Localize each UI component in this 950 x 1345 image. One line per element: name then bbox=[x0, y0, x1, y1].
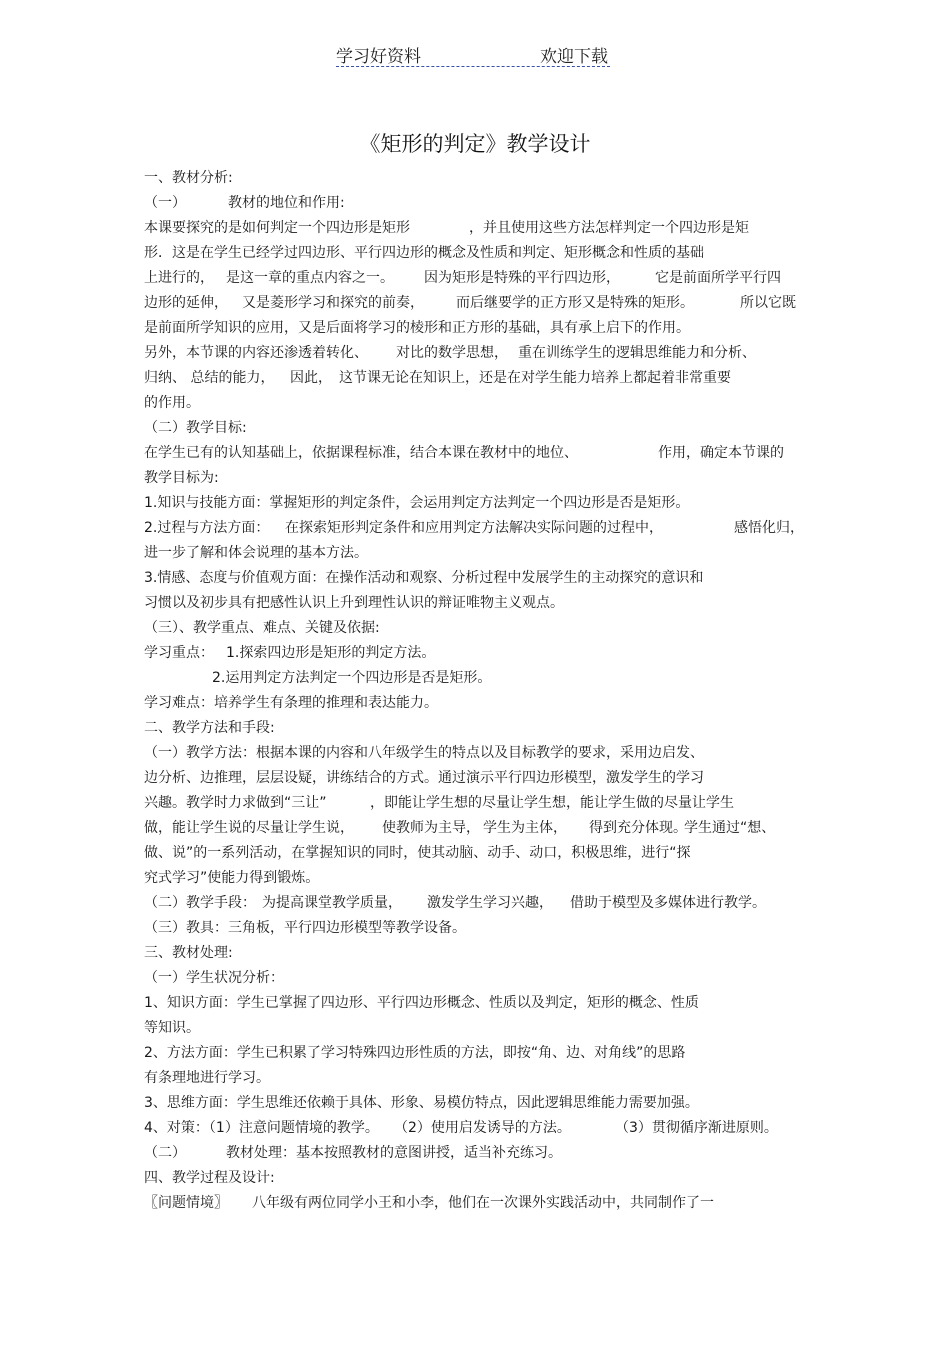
text-segment: 借助于模型及多媒体进行教学。 bbox=[570, 895, 766, 911]
text-segment: 是前面所学知识的应用，又是后面将学习的棱形和正方形的基础，具有承上启下的作用。 bbox=[144, 320, 690, 336]
text-segment: 学生通过“想、 bbox=[684, 820, 776, 836]
text-line bbox=[144, 616, 814, 641]
text-line bbox=[144, 641, 814, 666]
text-segment: 八年级有两位同学小王和小李，他们在一次课外实践活动中，共同制作了一 bbox=[252, 1195, 714, 1211]
text-segment: 1、知识方面：学生已掌握了四边形、平行四边形概念、性质以及判定，矩形的概念、性质 bbox=[144, 995, 699, 1011]
text-segment: 1.探索四边形是矩形的判定方法。 bbox=[226, 645, 436, 661]
text-line bbox=[144, 166, 814, 191]
text-segment: 的作用。 bbox=[144, 395, 200, 411]
text-segment: （二）教学目标: bbox=[144, 420, 247, 436]
text-segment: 兴趣。教学时力求做到“三让” bbox=[144, 795, 327, 811]
text-line bbox=[144, 366, 814, 391]
text-segment: 所以它既 bbox=[740, 295, 796, 311]
text-line bbox=[144, 316, 814, 341]
text-segment: 4、对策：（1）注意问题情境的教学。 bbox=[144, 1120, 379, 1136]
text-segment: 学习重点： bbox=[144, 645, 214, 661]
text-segment: 习惯以及初步具有把感性认识上升到理性认识的辩证唯物主义观点。 bbox=[144, 595, 564, 611]
text-segment: 在探索矩形判定条件和应用判定方法解决实际问题的过程中， bbox=[285, 520, 663, 536]
text-line bbox=[144, 991, 814, 1016]
page-header bbox=[336, 40, 610, 67]
text-segment: 是这一章的重点内容之一。 bbox=[226, 270, 394, 286]
text-segment: 另外，本节课的内容还渗透着转化、 bbox=[144, 345, 368, 361]
text-segment: 因为矩形是特殊的平行四边形， bbox=[424, 270, 620, 286]
text-line bbox=[144, 691, 814, 716]
text-segment: 归纳、 总结的能力， bbox=[144, 370, 275, 386]
text-line bbox=[144, 1116, 814, 1141]
text-segment: 本课要探究的是如何判定一个四边形是矩形 bbox=[144, 220, 410, 236]
text-segment: 因此， bbox=[290, 370, 332, 386]
text-line bbox=[144, 291, 814, 316]
text-segment: 感悟化归， bbox=[734, 520, 804, 536]
text-segment: 2.过程与方法方面： bbox=[144, 520, 270, 536]
text-line bbox=[144, 741, 814, 766]
text-segment: 边分析、边推理，层层设疑，讲练结合的方式。通过演示平行四边形模型，激发学生的学习 bbox=[144, 770, 704, 786]
text-line bbox=[144, 1091, 814, 1116]
text-line bbox=[144, 791, 814, 816]
text-segment: 进一步了解和体会说理的基本方法。 bbox=[144, 545, 368, 561]
text-line bbox=[144, 541, 814, 566]
text-segment: （三）教具：三角板，平行四边形模型等教学设备。 bbox=[144, 920, 466, 936]
text-line bbox=[144, 866, 814, 891]
text-segment: 在学生已有的认知基础上，依据课程标准，结合本课在教材中的地位、 bbox=[144, 445, 578, 461]
text-line bbox=[144, 1041, 814, 1066]
text-line bbox=[144, 216, 814, 241]
document-body bbox=[144, 166, 814, 1216]
text-line bbox=[144, 416, 814, 441]
text-segment: 3.情感、态度与价值观方面：在操作活动和观察、分析过程中发展学生的主动探究的意识和 bbox=[144, 570, 704, 586]
text-segment: ，并且使用这些方法怎样判定一个四边形是矩 bbox=[469, 220, 749, 236]
text-line bbox=[144, 941, 814, 966]
text-segment: （一） bbox=[144, 195, 186, 211]
text-line bbox=[144, 1066, 814, 1091]
text-line bbox=[144, 491, 814, 516]
text-segment: （二） bbox=[144, 1145, 186, 1161]
text-segment: 2.运用判定方法判定一个四边形是否是矩形。 bbox=[212, 670, 492, 686]
header-left-text: 学习好资料 bbox=[336, 47, 421, 67]
text-segment: （一）教学方法：根据本课的内容和八年级学生的特点以及目标教学的要求，采用边启发、 bbox=[144, 745, 704, 761]
text-segment: 〖问题情境〗 bbox=[144, 1195, 228, 1211]
text-segment: 一、教材分析: bbox=[144, 170, 233, 186]
text-line bbox=[144, 1166, 814, 1191]
text-segment: 教材的地位和作用: bbox=[228, 195, 345, 211]
text-line bbox=[144, 566, 814, 591]
text-line bbox=[144, 966, 814, 991]
text-segment: 等知识。 bbox=[144, 1020, 200, 1036]
text-segment: 学生为主体， bbox=[483, 820, 567, 836]
text-line bbox=[144, 466, 814, 491]
text-segment: 而后继要学的正方形又是特殊的矩形。 bbox=[456, 295, 694, 311]
text-segment: （3）贯彻循序渐进原则。 bbox=[615, 1120, 778, 1136]
text-line bbox=[144, 341, 814, 366]
text-segment: （三）、教学重点、难点、关键及依据: bbox=[144, 620, 380, 636]
text-line bbox=[144, 841, 814, 866]
text-segment: 上进行的， bbox=[144, 270, 214, 286]
header-right-text: 欢迎下载 bbox=[540, 47, 608, 67]
text-line bbox=[144, 716, 814, 741]
text-segment: （2）使用启发诱导的方法。 bbox=[394, 1120, 571, 1136]
text-segment: 教材处理：基本按照教材的意图讲授，适当补充练习。 bbox=[226, 1145, 562, 1161]
text-segment: 2、方法方面：学生已积累了学习特殊四边形性质的方法，即按“角、边、对角线”的思路 bbox=[144, 1045, 686, 1061]
text-line bbox=[144, 591, 814, 616]
text-line bbox=[144, 441, 814, 466]
text-segment: 又是菱形学习和探究的前奏， bbox=[242, 295, 424, 311]
text-segment: 它是前面所学平行四 bbox=[655, 270, 781, 286]
text-segment: 对比的数学思想， bbox=[396, 345, 508, 361]
text-segment: 有条理地进行学习。 bbox=[144, 1070, 270, 1086]
text-segment: 究式学习”使能力得到锻炼。 bbox=[144, 870, 320, 886]
text-segment: 得到充分体现。 bbox=[589, 820, 687, 836]
text-line bbox=[144, 391, 814, 416]
text-line bbox=[144, 916, 814, 941]
text-line bbox=[144, 516, 814, 541]
text-segment: 三、教材处理: bbox=[144, 945, 233, 961]
text-segment: 做，能让学生说的尽量让学生说， bbox=[144, 820, 354, 836]
text-segment: 做、说”的一系列活动，在掌握知识的同时，使其动脑、动手、动口，积极思维，进行“探 bbox=[144, 845, 691, 861]
document-title: 《矩形的判定》教学设计 bbox=[359, 132, 591, 156]
text-line bbox=[144, 666, 814, 691]
text-line bbox=[144, 1191, 814, 1216]
text-line bbox=[144, 766, 814, 791]
text-segment: 这节课无论在知识上，还是在对学生能力培养上都起着非常重要 bbox=[339, 370, 731, 386]
text-segment: 作用，确定本节课的 bbox=[658, 445, 784, 461]
text-segment: （二）教学手段： bbox=[144, 895, 256, 911]
text-segment: 边形的延伸， bbox=[144, 295, 228, 311]
text-segment: 形．这是在学生已经学过四边形、平行四边形的概念及性质和判定、矩形概念和性质的基础 bbox=[144, 245, 704, 261]
text-segment: 为提高课堂教学质量， bbox=[262, 895, 402, 911]
text-line bbox=[144, 266, 814, 291]
text-segment: 使教师为主导， bbox=[382, 820, 480, 836]
text-segment: 四、教学过程及设计: bbox=[144, 1170, 275, 1186]
text-line bbox=[144, 241, 814, 266]
text-segment: 3、思维方面：学生思维还依赖于具体、形象、易模仿特点，因此逻辑思维能力需要加强。 bbox=[144, 1095, 699, 1111]
text-line bbox=[144, 1141, 814, 1166]
text-segment: 重在训练学生的逻辑思维能力和分析、 bbox=[518, 345, 756, 361]
text-line bbox=[144, 891, 814, 916]
text-segment: ，即能让学生想的尽量让学生想，能让学生做的尽量让学生 bbox=[370, 795, 734, 811]
text-line bbox=[144, 816, 814, 841]
text-segment: 教学目标为: bbox=[144, 470, 219, 486]
text-segment: 激发学生学习兴趣， bbox=[427, 895, 553, 911]
text-segment: （一）学生状况分析： bbox=[144, 970, 284, 986]
text-segment: 二、教学方法和手段: bbox=[144, 720, 275, 736]
text-segment: 学习难点：培养学生有条理的推理和表达能力。 bbox=[144, 695, 438, 711]
text-segment: 1.知识与技能方面：掌握矩形的判定条件，会运用判定方法判定一个四边形是否是矩形。 bbox=[144, 495, 690, 511]
text-line bbox=[144, 191, 814, 216]
text-line bbox=[144, 1016, 814, 1041]
